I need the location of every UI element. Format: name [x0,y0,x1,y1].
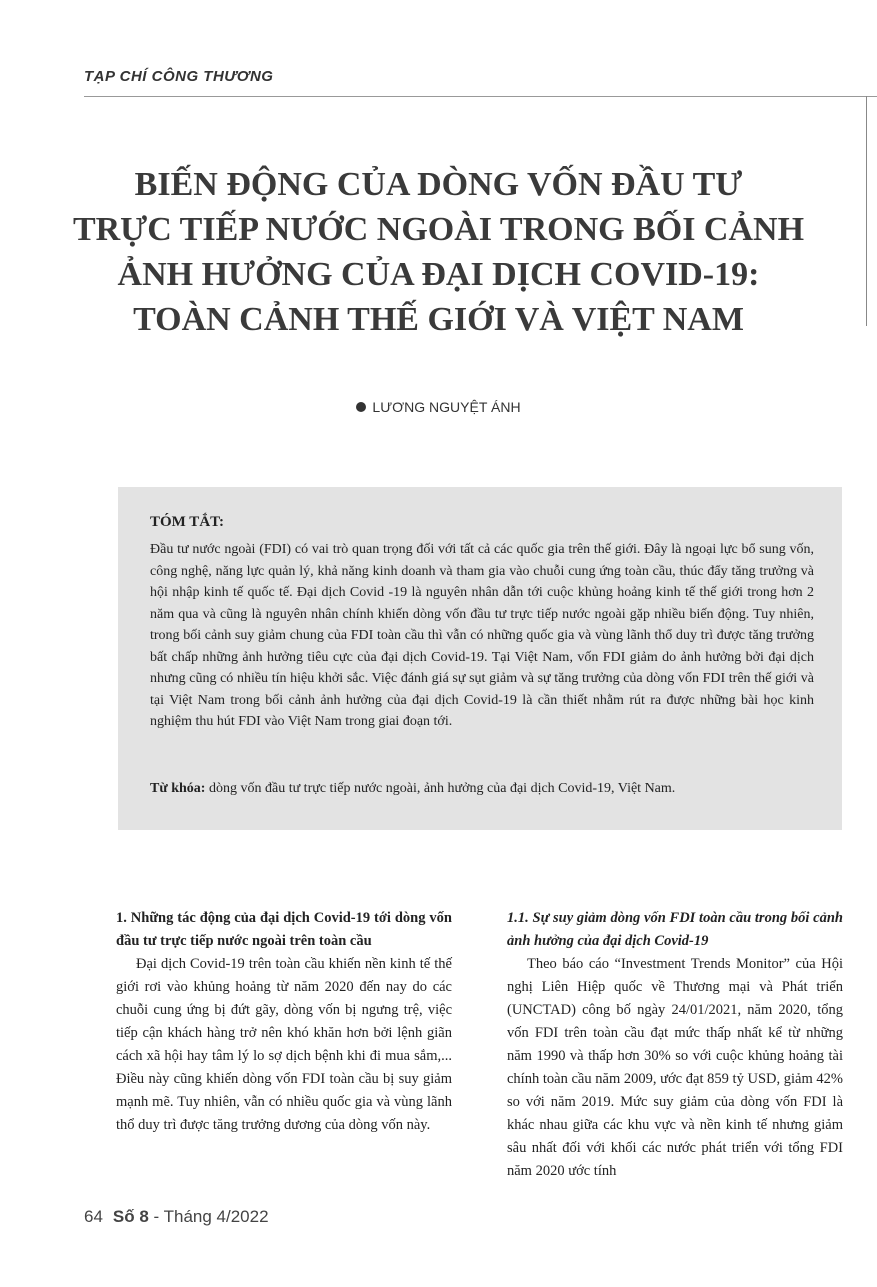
right-column [507,907,843,1183]
section-heading: 1. Những tác động của đại dịch Covid-19 tới dòng vốn đầu tư trực tiếp nước ngoài trên toàn cầu [116,910,452,949]
title-line: ẢNH HƯỞNG CỦA ĐẠI DỊCH COVID-19: [117,256,760,293]
header-divider [84,96,877,97]
article-title [60,162,817,342]
journal-name: TẠP CHÍ CÔNG THƯƠNG [84,68,274,85]
author-name: LƯƠNG NGUYỆT ÁNH [372,399,521,415]
title-line: TOÀN CẢNH THẾ GIỚI VÀ VIỆT NAM [133,301,744,338]
abstract-heading: TÓM TẮT: [150,514,225,530]
bullet-icon [356,402,366,412]
author-byline [0,399,877,415]
title-line: BIẾN ĐỘNG CỦA DÒNG VỐN ĐẦU TƯ [134,166,743,203]
issue-date: - Tháng 4/2022 [148,1207,269,1226]
body-paragraph: Đại dịch Covid-19 trên toàn cầu khiến nền kinh tế thế giới rơi vào khủng hoảng từ năm 2020 đến nay do các chuỗi cung ứng bị đứt gãy, dòng vốn bị ngưng trệ, việc tiếp cận khách hàng trở nên khó khăn hơn bởi lệnh giãn cách xã hội hay tâm lý lo sợ dịch bệnh khi đi mua sắm,... Điều này cũng khiến dòng vốn FDI toàn cầu bị suy giảm mạnh mẽ. Tuy nhiên, vẫn có nhiều quốc gia và vùng lãnh thổ duy trì được tăng trưởng dương của dòng vốn này. [116,956,452,1133]
left-column [116,907,452,1137]
subsection-heading: 1.1. Sự suy giảm dòng vốn FDI toàn cầu trong bối cảnh ảnh hưởng của đại dịch Covid-19 [507,910,843,949]
page-number: 64 [84,1207,103,1226]
page-footer [84,1207,269,1227]
margin-rule [866,96,867,326]
body-paragraph: Theo báo cáo “Investment Trends Monitor” của Hội nghị Liên Hiệp quốc về Thương mại và Phát triển (UNCTAD) công bố ngày 24/01/2021, năm 2020, tổng vốn FDI trên toàn cầu đạt mức thấp nhất kể từ những năm 1990 và thấp hơn 30% so với cuộc khủng hoảng tài chính toàn cầu năm 2009, ước đạt 859 tỷ USD, giảm 42% so với năm 2019. Mức suy giảm của dòng vốn FDI là khác nhau giữa các khu vực và nền kinh tế nhưng giảm sâu nhất đối với khối các nước phát triển với tổng FDI năm 2020 ước tính [507,956,843,1179]
keywords-label: Từ khóa: [150,781,206,796]
title-line: TRỰC TIẾP NƯỚC NGOÀI TRONG BỐI CẢNH [72,211,805,248]
issue-number: Số 8 [112,1207,149,1226]
keywords [150,778,814,800]
keywords-text: dòng vốn đầu tư trực tiếp nước ngoài, ảnh hưởng của đại dịch Covid-19, Việt Nam. [205,781,676,796]
abstract-text: Đầu tư nước ngoài (FDI) có vai trò quan trọng đối với tất cả các quốc gia trên thế giới. Đây là ngoại lực bổ sung vốn, công nghệ, năng lực quản lý, khả năng kinh doanh và tham gia vào chuỗi cung ứng toàn cầu, thúc đẩy tăng trưởng và hội nhập kinh tế quốc tế. Đại dịch Covid -19 là nguyên nhân dẫn tới cuộc khủng hoảng kinh tế thế giới trong hơn 2 năm qua và cũng là nguyên nhân chính khiến dòng vốn đầu tư trực tiếp nước ngoài gặp nhiều biến động. Tuy nhiên, trong bối cảnh suy giảm chung của FDI toàn cầu thì vẫn có những quốc gia và vùng lãnh thổ duy trì được tăng trưởng bất chấp những ảnh hưởng tiêu cực của đại dịch Covid-19. Tại Việt Nam, vốn FDI giảm do ảnh hưởng bởi đại dịch nhưng cũng có nhiều tín hiệu khởi sắc. Việc đánh giá sự sụt giảm và sự tăng trưởng của dòng vốn FDI trên thế giới và tại Việt Nam trong bối cảnh ảnh hưởng của đại dịch Covid-19 là cần thiết nhằm rút ra được những bài học kinh nghiệm thu hút FDI vào Việt Nam trong giai đoạn tới. [150,542,814,729]
